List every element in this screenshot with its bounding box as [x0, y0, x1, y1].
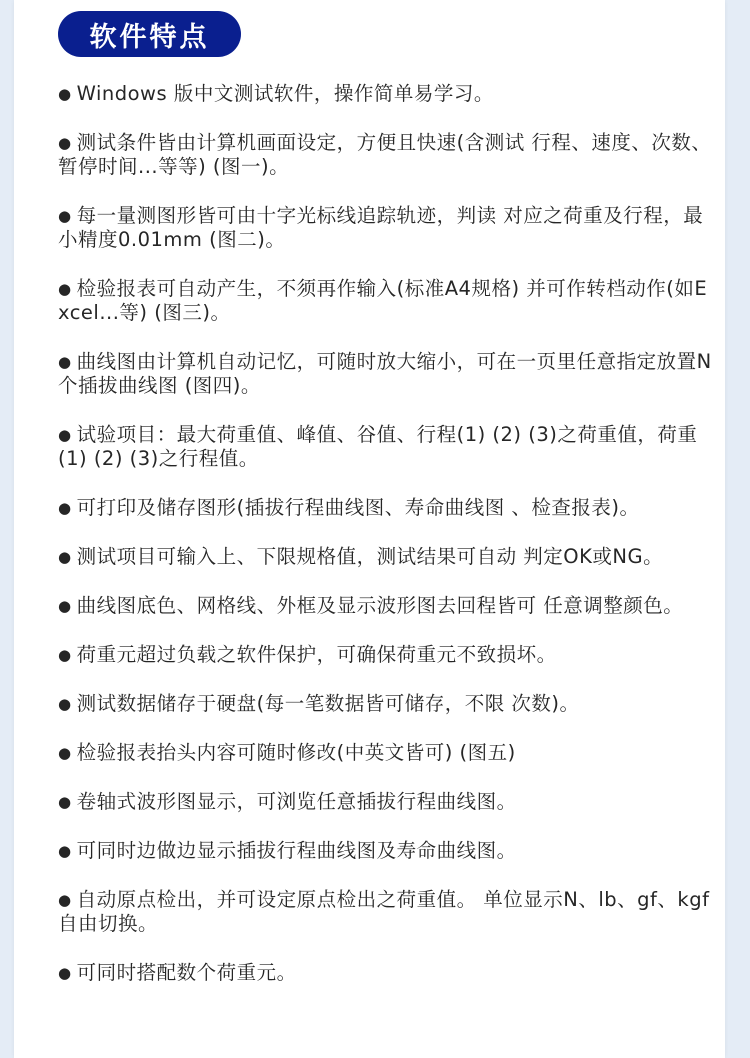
- section-title-badge: [58, 11, 241, 57]
- feature-text: 自动原点检出，并可设定原点检出之荷重值。 单位显示N、lb、gf、kgf自由切换。: [58, 888, 710, 935]
- feature-text: 测试条件皆由计算机画面设定，方便且快速(含测试 行程、速度、次数、暂停时间...等等) (图一)。: [58, 131, 712, 178]
- feature-text: 检验报表可自动产生，不须再作输入(标准A4规格) 并可作转档动作(如Excel...等) (图三)。: [58, 277, 708, 324]
- section-title: 软件特点: [89, 21, 210, 53]
- feature-text: 检验报表抬头内容可随时修改(中英文皆可) (图五): [76, 741, 516, 764]
- feature-item: [58, 692, 713, 716]
- bullet-icon: ●: [58, 793, 72, 811]
- bullet-icon: ●: [58, 353, 72, 371]
- feature-item: [58, 594, 713, 618]
- feature-item: [58, 131, 713, 179]
- bullet-icon: ●: [58, 134, 72, 152]
- feature-item: [58, 888, 713, 936]
- bullet-icon: ●: [58, 280, 72, 298]
- feature-item: [58, 350, 713, 398]
- bullet-icon: ●: [58, 891, 72, 909]
- bullet-icon: ●: [58, 744, 72, 762]
- feature-text: 每一量测图形皆可由十字光标线追踪轨迹，判读 对应之荷重及行程，最小精度0.01mm (图二)。: [58, 204, 704, 251]
- feature-text: 可同时搭配数个荷重元。: [76, 961, 297, 984]
- feature-item: [58, 961, 713, 985]
- feature-item: [58, 82, 713, 106]
- bullet-icon: ●: [58, 597, 72, 615]
- feature-item: [58, 643, 713, 667]
- feature-item: [58, 277, 713, 325]
- feature-text: 测试项目可输入上、下限规格值，测试结果可自动 判定OK或NG。: [76, 545, 664, 568]
- bullet-icon: ●: [58, 964, 72, 982]
- bullet-icon: ●: [58, 85, 72, 103]
- bullet-icon: ●: [58, 207, 72, 225]
- feature-text: Windows 版中文测试软件，操作简单易学习。: [76, 82, 494, 105]
- feature-text: 卷轴式波形图显示，可浏览任意插拔行程曲线图。: [76, 790, 517, 813]
- feature-text: 可同时边做边显示插拔行程曲线图及寿命曲线图。: [76, 839, 517, 862]
- feature-item: [58, 839, 713, 863]
- bullet-icon: ●: [58, 646, 72, 664]
- bullet-icon: ●: [58, 548, 72, 566]
- feature-item: [58, 790, 713, 814]
- feature-text: 测试数据储存于硬盘(每一笔数据皆可储存，不限 次数)。: [76, 692, 580, 715]
- feature-text: 试验项目：最大荷重值、峰值、谷值、行程(1) (2) (3)之荷重值，荷重(1) (2) (3)之行程值。: [58, 423, 698, 470]
- feature-item: [58, 741, 713, 765]
- feature-list: [58, 82, 713, 1010]
- bullet-icon: ●: [58, 426, 72, 444]
- feature-text: 曲线图底色、网格线、外框及显示波形图去回程皆可 任意调整颜色。: [76, 594, 684, 617]
- bullet-icon: ●: [58, 695, 72, 713]
- feature-text: 荷重元超过负载之软件保护，可确保荷重元不致损坏。: [76, 643, 557, 666]
- feature-item: [58, 423, 713, 471]
- feature-text: 曲线图由计算机自动记忆，可随时放大缩小，可在一页里任意指定放置N个插拔曲线图 (图四)。: [58, 350, 712, 397]
- bullet-icon: ●: [58, 842, 72, 860]
- feature-item: [58, 204, 713, 252]
- feature-item: [58, 545, 713, 569]
- feature-item: [58, 496, 713, 520]
- bullet-icon: ●: [58, 499, 72, 517]
- feature-text: 可打印及储存图形(插拔行程曲线图、寿命曲线图 、检查报表)。: [76, 496, 640, 519]
